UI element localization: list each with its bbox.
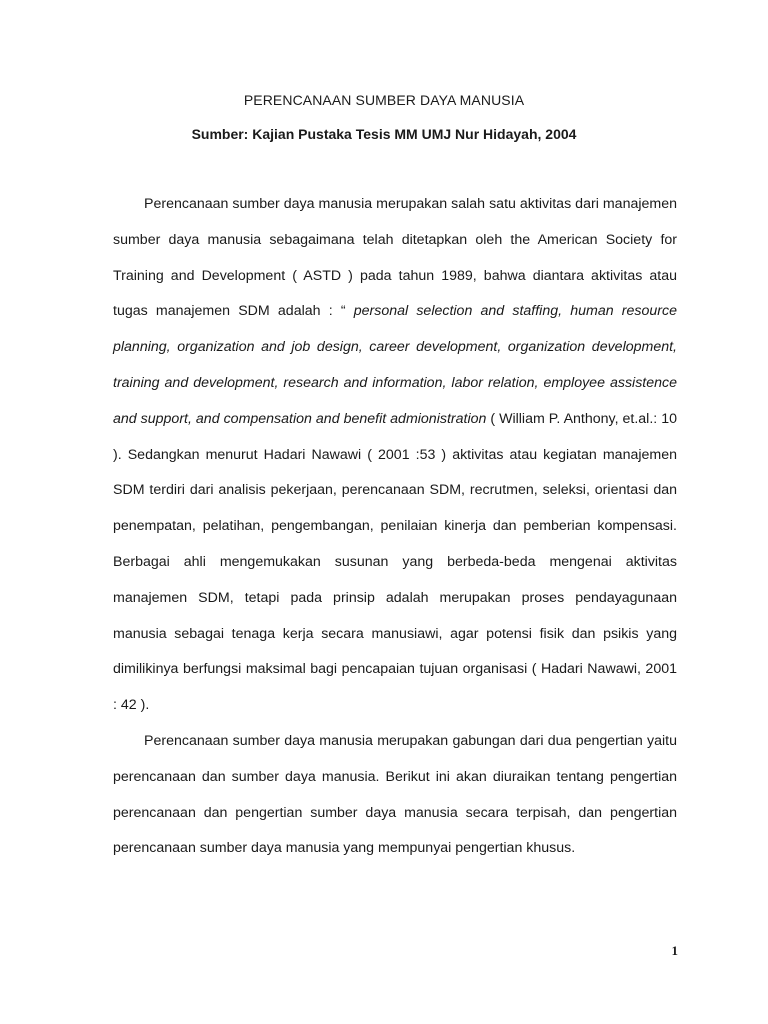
- document-title: PERENCANAAN SUMBER DAYA MANUSIA: [243, 92, 525, 108]
- paragraph-1: [113, 187, 677, 724]
- paragraph-1-text-before: Perencanaan sumber daya manusia merupakan salah satu aktivitas dari manajemen sumber daya manusia sebagaimana telah ditetapkan oleh the American Society for Training and Development ( ASTD ) pada tahun 1989, bahwa diantara aktivitas atau tugas manajemen SDM adalah : “: [113, 196, 677, 320]
- paragraph-1-text-after: ( William P. Anthony, et.al.: 10 ). Sedangkan menurut Hadari Nawawi ( 2001 :53 ) aktivitas atau kegiatan manajemen SDM terdiri dari analisis pekerjaan, perencanaan SDM, recrutmen, seleksi, orientasi dan penempatan, pelatihan, pengembangan, penilaian kinerja dan pemberian kompensasi. Berbagai ahli mengemukakan susunan yang berbeda-beda mengenai aktivitas manajemen SDM, tetapi pada prinsip adalah merupakan proses pendayagunaan manusia sebagai tenaga kerja secara manusiawi, agar potensi fisik dan psikis yang dimilikinya berfungsi maksimal bagi pencapaian tujuan organisasi ( Hadari Nawawi, 2001 : 42 ).: [113, 410, 677, 714]
- document-source: Sumber: Kajian Pustaka Tesis MM UMJ Nur Hidayah, 2004: [191, 126, 577, 142]
- paragraph-2: Perencanaan sumber daya manusia merupakan gabungan dari dua pengertian yaitu perencanaan dan sumber daya manusia. Berikut ini akan diuraikan tentang pengertian perencanaan dan pengertian sumber daya manusia secara terpisah, dan pengertian perencanaan sumber daya manusia yang mempunyai pengertian khusus.: [113, 732, 677, 857]
- paragraph-1-italic-text: personal selection and staffing, human resource planning, organization and job design, career development, organization development, training and development, research and information, labor relation, employee assistence and support, and compensation and benefit admionistration: [113, 303, 677, 427]
- page-number: 1: [671, 943, 678, 958]
- document-body: [113, 187, 677, 867]
